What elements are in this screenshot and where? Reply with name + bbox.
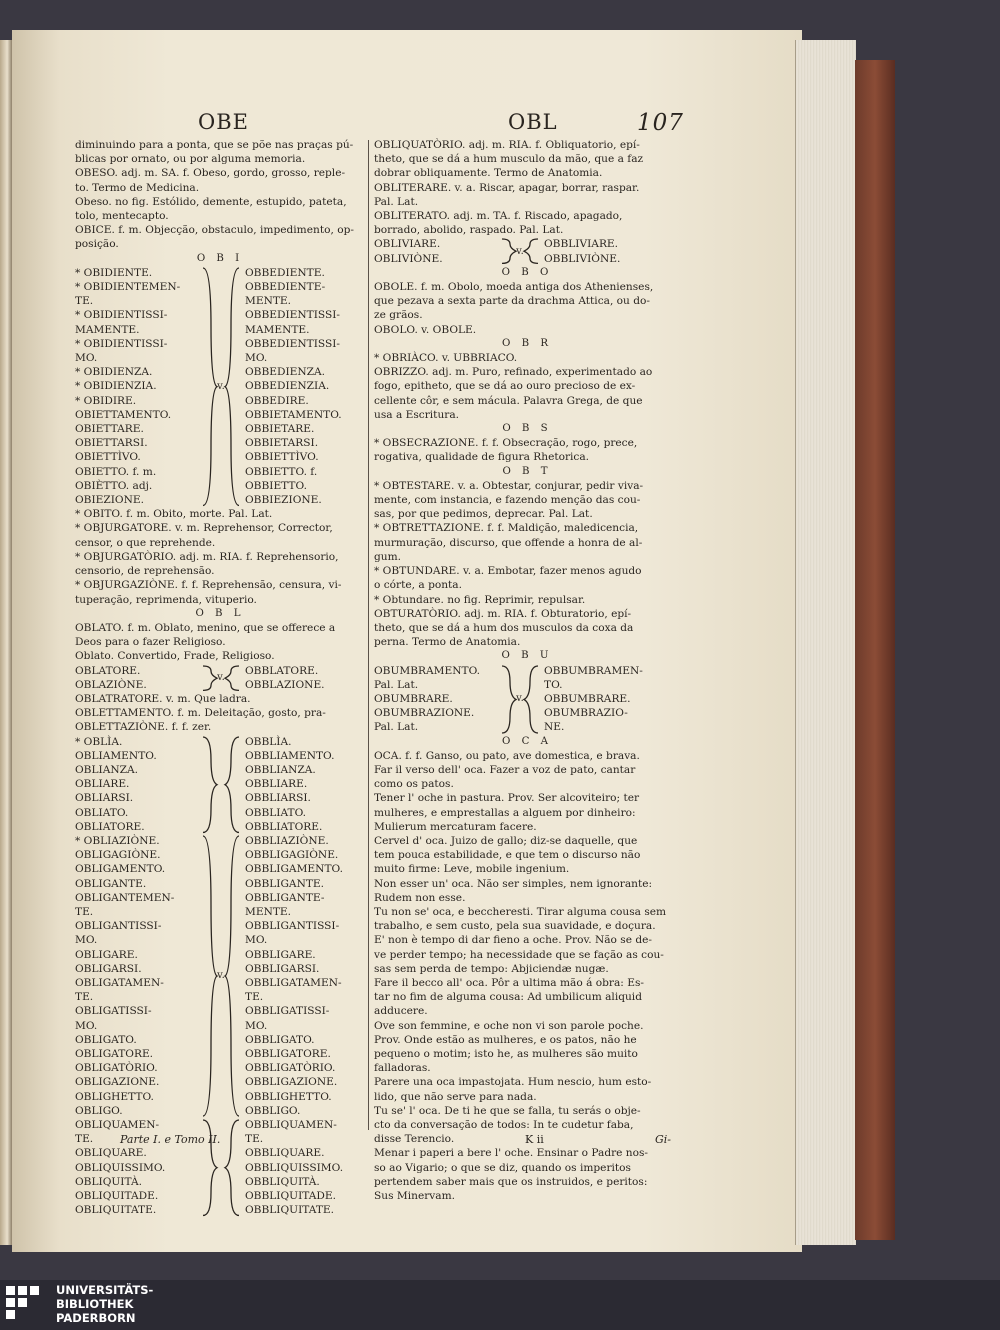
library-logo-icon [0,1280,50,1330]
synonym-right [245,735,365,834]
logo-line-2: BIBLIOTHEK [56,1297,134,1311]
entry-line: OBBLIQUARE. [245,1147,325,1160]
variant-mark: v. [217,380,225,392]
entry-line: Menar i paperi a bere l' oche. Ensinar o Padre nos- [374,1147,649,1160]
entry-line: OBBIETTO. [245,479,307,492]
entry-line: OBICE. f. m. Objecção, obstaculo, impedimento, op- [75,224,354,237]
entry-line: OBLIGAGIÒNE. [75,849,161,862]
entry-line: OBLITERATO. adj. m. TA. f. Riscado, apagado, [374,210,623,223]
entry-line: OBBIEZIONE. [245,494,322,507]
synonym-right [245,664,365,692]
entry-line: * OBLIAZIÒNE. [75,834,160,847]
entry-line: OBBEDIENTISSI- [245,337,341,350]
entry-line: posição. [75,238,119,251]
entry-line: OBBLIQUISSIMO. [245,1161,344,1174]
entry-line: * OBJURGATORE. v. m. Reprehensor, Corrector, [75,522,333,535]
section-heading: O B T [502,465,552,477]
entry-line: Sus Minervam. [374,1190,455,1203]
entry-line: * OBIDIENTISSI- [75,309,168,322]
entry-line: OBBLIGATÒRIO. [245,1062,336,1075]
synonym-group [75,834,365,1118]
entry-line: OBLIGANTISSI- [75,920,162,933]
book-cover-edge [855,60,895,1240]
entry-line: E' non è tempo di dar fieno a oche. Prov. Não se de- [374,934,652,947]
entry-line: OBLIGO. [75,1104,123,1117]
entry-line: OBUMBRARE. [374,692,453,705]
synonym-left [75,834,197,1118]
brace-icon [197,735,245,834]
entry-line: OBBLIGATORE. [245,1048,331,1060]
entry-line: OBBLAZIONE. [245,678,325,691]
entry-line: TE. [245,1133,264,1146]
entry-line: MO. [75,352,98,365]
footer-signature: K ii [525,1133,544,1146]
entry-line: OBIETTAMENTO. [75,408,172,421]
entry-line: OBBLIGAZIONE. [245,1076,338,1089]
synonym-group [374,237,680,265]
entry-line: Rudem non esse. [374,891,466,904]
entry-line: OBBLIQUITATE. [245,1204,334,1217]
entry-line: OBBLIGHETTO. [245,1090,332,1103]
entry-line: OBLIGANTEMEN- [75,891,175,904]
synonym-group [75,735,365,834]
entry-line: sas sem perda de tempo: Abjiciendæ nugæ. [374,962,609,975]
entry-line: theto, que se dá a hum dos musculos da coxa da [374,621,634,634]
synonym-left [374,664,496,735]
entry-line: MO. [245,1019,268,1032]
section-heading: O B I [196,252,244,264]
section-heading: O C A [502,735,552,747]
entry-line: OBIÈTTO. adj. [75,479,153,492]
entry-line: OBESO. adj. m. SA. f. Obeso, gordo, grosso, reple- [75,167,346,180]
running-head-left: OBE [198,110,249,134]
entry-line: OBBLIGAMENTO. [245,863,343,876]
entry-line: mente, com instancia, e fazendo menção das cou- [374,494,641,507]
entry-line: OBLIGATO. [75,1033,137,1046]
right-column [374,138,680,1203]
entry-line: Pal. Lat. [374,721,419,734]
section-heading: O B O [501,266,553,278]
entry-line: OBLIGANTE. [75,877,147,890]
entry-line: TE. [245,991,264,1004]
entry-line: TE. [75,991,94,1004]
entry-line: OBLITERARE. v. a. Riscar, apagar, borrar, raspar. [374,181,640,194]
entry-line: * OBLÌA. [75,735,123,748]
synonym-right [544,664,680,735]
left-page-edge [0,40,12,1245]
entry-line: disse Terencio. [374,1133,455,1146]
entry-line: * Obtundare. no fig. Reprimir, repulsar. [374,593,586,606]
synonym-group [75,664,365,692]
entry-line: OBLIVIARE. [374,238,441,251]
entry-line: OBUMBRAMENTO. [374,664,481,677]
entry-line: MO. [75,934,98,947]
entry-line: pequeno o motim; isto he, as mulheres são muito [374,1048,638,1060]
entry-line: falladoras. [374,1062,431,1075]
entry-line: cellente côr, e sem mácula. Palavra Grega, de que [374,394,643,407]
entry-line: cto da conversação de todos: In te cudetur faba, [374,1119,634,1132]
entry-line: OBUMBRAZIONE. [374,707,475,720]
entry-line: tolo, mentecapto. [75,210,169,223]
brace-icon [197,266,245,507]
synonym-group [374,664,680,735]
left-column [75,138,365,1217]
entry-line: OBBLIGO. [245,1104,301,1117]
entry-line: tar no fim de alguma cousa: Ad umbilicum aliquid [374,991,642,1004]
entry-line: mulheres, e emprestallas a alguem por dinheiro: [374,806,636,819]
entry-line: MAMENTE. [245,323,310,336]
entry-line: OBUMBRAZIO- [544,707,628,720]
entry-line: fogo, epitheto, que se dá ao ouro precioso de ex- [374,380,636,393]
synonym-right [544,237,680,265]
entry-line: OBBLIGARSI. [245,962,320,975]
entry-line: Tener l' oche in pastura. Prov. Ser alcoviteiro; ter [374,792,640,805]
entry-line: OBBEDIRE. [245,394,309,407]
entry-line: OBLIATORE. [75,820,145,833]
entry-line: diminuindo para a ponta, que se põe nas praças pú- [75,139,354,151]
entry-line: Oblato. Convertido, Frade, Religioso. [75,650,275,663]
entry-line: usa a Escritura. [374,408,460,421]
section-heading: O B R [502,337,552,349]
entry-line: OBBLIATORE. [245,820,323,833]
entry-line: OBLIQUITADE. [75,1190,159,1203]
running-head-center: OBL [508,110,558,134]
footer-catchword: Gi- [655,1133,672,1146]
synonym-left [75,266,197,507]
entry-line: Ove son femmine, e oche non vi son parole poche. [374,1019,644,1032]
entry-line: OBBEDIENZIA. [245,380,330,393]
entry-line: OBBLIGATAMEN- [245,976,342,989]
synonym-right [245,1118,365,1217]
entry-line: OBBIETARE. [245,423,315,436]
entry-line: como os patos. [374,778,454,791]
entry-line: OBBLIGATISSI- [245,1005,330,1018]
entry-line: OBLIARSI. [75,792,134,805]
entry-line: tem pouca estabilidade, e que tem o discurso não [374,849,641,862]
entry-line: * OBIDIENTEMEN- [75,281,181,294]
synonym-right [245,834,365,1118]
entry-line: Pal. Lat. [374,195,419,208]
entry-line: lido, que não serve para nada. [374,1090,537,1103]
entry-line: OBBLATORE. [245,664,319,677]
entry-line: adducere. [374,1005,428,1018]
entry-line: OBLIQUAMEN- [75,1119,160,1132]
entry-line: OBBLIATO. [245,806,307,819]
entry-line: que pezava a sexta parte da drachma Attica, ou do- [374,295,650,308]
entry-line: OBLIATO. [75,806,129,819]
entry-line: * OBIDIENTISSI- [75,337,168,350]
variant-mark: v. [516,692,524,704]
entry-line: dobrar obliquamente. Termo de Anatomia. [374,167,603,180]
entry-line: * OBIDIENZA. [75,366,153,379]
entry-line: Obeso. no fig. Estólido, demente, estupido, pateta, [75,195,347,208]
entry-line: OBLIANZA. [75,763,138,776]
entry-line: MENTE. [245,905,292,918]
entry-line: OBLATO. f. m. Oblato, menino, que se offerece a [75,621,336,634]
entry-line: * OBIDIENZIA. [75,380,157,393]
entry-line: censorio, de reprehensão. [75,565,215,578]
entry-line: rogativa, qualidade de figura Rhetorica. [374,451,590,464]
library-logo-text [56,1283,153,1325]
synonym-right [245,266,365,507]
entry-line: TO. [544,678,563,691]
entry-line: OBBLIARSI. [245,792,311,805]
entry-line: murmuração, discurso, que offende a honra de al- [374,536,643,549]
entry-line: OBBLIGANTISSI- [245,920,340,933]
variant-mark: v. [217,969,225,981]
entry-line: OBBLIGATO. [245,1033,315,1046]
entry-line: Prov. Onde estão as mulheres, e os patos, não he [374,1033,637,1046]
entry-line: blicas por ornato, ou por alguma memoria. [75,153,306,166]
entry-line: OBLATORE. [75,664,141,677]
entry-line: censor, o que reprehende. [75,536,216,549]
entry-line: * OBIDIENTE. [75,266,153,279]
entry-line: TE. [75,295,94,308]
entry-line: OBLIQUITÀ. [75,1175,142,1188]
brace-icon [496,664,544,735]
entry-line: TE. [75,1133,94,1146]
page-edges [795,40,856,1245]
entry-line: tuperação, reprimenda, vituperio. [75,593,257,606]
entry-line: OBBEDIENTE- [245,281,326,294]
entry-line: ve perder tempo; ha necessidade que se fação as cou- [374,948,664,961]
entry-line: OBBLIQUITÀ. [245,1175,320,1188]
footer-left: Parte I. e Tomo II. [120,1133,221,1146]
variant-mark: v. [516,245,524,257]
entry-line: Cervel d' oca. Juizo de gallo; diz-se daquelle, que [374,834,638,847]
entry-line: Tu se' l' oca. De ti he que se falla, tu serás o obje- [374,1104,641,1117]
entry-line: * OBIDIRE. [75,394,137,407]
entry-line: Fare il becco all' oca. Pôr a ultima mão á obra: Es- [374,976,644,989]
synonym-group [75,266,365,507]
entry-line: OBLAZIÒNE. [75,678,147,691]
entry-line: ze grãos. [374,309,423,322]
column-rule [368,140,369,1130]
entry-line: OBBLIQUITADE. [245,1190,337,1203]
entry-line: OBLIQUITATE. [75,1204,157,1217]
entry-line: so ao Vigario; o que se diz, quando os imperitos [374,1161,631,1174]
entry-line: OBBLIARE. [245,778,308,791]
entry-line: Non esser un' oca. Não ser simples, nem ignorante: [374,877,653,890]
entry-line: MO. [245,352,268,365]
entry-line: pertendem saber mais que os instruidos, e peritos: [374,1175,648,1188]
entry-line: OBTURATÒRIO. adj. m. RIA. f. Obturatorio, epí- [374,607,632,620]
entry-line: OBRIZZO. adj. m. Puro, refinado, experimentado ao [374,366,653,379]
entry-line: * OBTUNDARE. v. a. Embotar, fazer menos agudo [374,565,642,578]
entry-line: OBBUMBRAMEN- [544,664,643,677]
entry-line: borrado, abolido, raspado. Pal. Lat. [374,224,564,237]
entry-line: sas, por que pedimos, deprecar. Pal. Lat. [374,508,593,521]
entry-line: OBBIETAMENTO. [245,408,342,421]
entry-line: theto, que se dá a hum musculo da mão, que a faz [374,153,644,166]
entry-line: Mulierum mercaturam facere. [374,820,537,833]
entry-line: Tu non se' oca, e beccheresti. Tirar alguma cousa sem [374,905,667,918]
entry-line: OBLIGAZIONE. [75,1076,160,1089]
entry-line: OBLIARE. [75,778,130,791]
entry-line: * OBITO. f. m. Obito, morte. Pal. Lat. [75,508,273,521]
synonym-left [75,735,197,834]
entry-line: OBLIQUARE. [75,1147,147,1160]
logo-line-1: UNIVERSITÄTS- [56,1283,154,1297]
entry-line: OBIETTARE. [75,423,144,436]
synonym-left [75,664,197,692]
entry-line: OCA. f. f. Ganso, ou pato, ave domestica, e brava. [374,749,640,762]
entry-line: MO. [245,934,268,947]
entry-line: * OBSECRAZIONE. f. f. Obsecração, rogo, prece, [374,437,638,450]
entry-line: OBBLIQUAMEN- [245,1119,337,1132]
entry-line: gum. [374,550,402,563]
entry-line: OBLATRATORE. v. m. Que ladra. [75,692,251,705]
entry-line: NE. [544,721,565,734]
entry-line: to. Termo de Medicina. [75,181,200,194]
entry-line: OBLIGAMENTO. [75,863,166,876]
entry-line: OBBUMBRARE. [544,692,631,705]
entry-line: OBLIAMENTO. [75,749,157,762]
entry-line: OBBIETTÌVO. [245,451,319,464]
entry-line: trabalho, e sem custo, pela sua suavidade, e doçura. [374,920,656,933]
entry-line: OBIETTÌVO. [75,451,141,464]
entry-line: OBLIQUISSIMO. [75,1161,166,1174]
logo-line-3: PADERBORN [56,1311,136,1325]
entry-line: OBIETTO. f. m. [75,465,157,478]
entry-line: OBBLIVIARE. [544,238,619,251]
entry-line: OBLIGATISSI- [75,1005,152,1018]
entry-line: OBBLIGAGIÒNE. [245,849,339,862]
entry-line: MAMENTE. [75,323,140,336]
entry-line: OBBLIGANTE. [245,877,325,890]
entry-line: OBLIGARSI. [75,962,142,975]
entry-line: * OBRIÀCO. v. UBBRIACO. [374,352,518,365]
brace-icon [197,664,245,692]
entry-line: OBOLO. v. OBOLE. [374,323,477,336]
section-heading: O B U [501,650,553,662]
page-number: 107 [637,110,684,136]
entry-line: OBLIVIÒNE. [374,252,443,265]
entry-line: OBLIGARE. [75,948,138,961]
entry-line: perna. Termo de Anatomia. [374,636,521,649]
section-heading: O B L [195,607,245,619]
entry-line: OBBEDIENZA. [245,366,326,379]
entry-line: OBOLE. f. m. Obolo, moeda antiga dos Athenienses, [374,281,654,294]
section-heading: O B S [502,423,552,435]
entry-line: Pal. Lat. [374,678,419,691]
entry-line: * OBJURGAZIÒNE. f. f. Reprehensão, censura, vi- [75,579,342,592]
brace-icon [197,834,245,1118]
entry-line: * OBTESTARE. v. a. Obtestar, conjurar, pedir viva- [374,479,644,492]
entry-line: OBBIETTO. f. [245,465,318,478]
entry-line: Parere una oca impastojata. Hum nescio, hum esto- [374,1076,652,1089]
entry-line: OBLIGATAMEN- [75,976,164,989]
entry-line: OBLETTAMENTO. f. m. Deleitação, gosto, pra- [75,707,326,720]
entry-line: MO. [75,1019,98,1032]
entry-line: OBIEZIONE. [75,494,144,507]
entry-line: MENTE. [245,295,292,308]
entry-line: OBBLIGANTE- [245,891,325,904]
entry-line: o córte, a ponta. [374,579,462,592]
entry-line: OBBLIVIÒNE. [544,252,621,265]
entry-line: OBBLIAMENTO. [245,749,335,762]
brace-icon [496,237,544,265]
entry-line: OBBLIAZIÒNE. [245,834,329,847]
entry-line: * OBJURGATÒRIO. adj. m. RIA. f. Reprehensorio, [75,550,339,563]
entry-line: OBBLIANZA. [245,763,316,776]
entry-line: OBLIGATÒRIO. [75,1062,158,1075]
entry-line: OBLIQUATÒRIO. adj. m. RIA. f. Obliquatorio, epí- [374,139,640,151]
synonym-left [374,237,496,265]
entry-line: Deos para o fazer Religioso. [75,636,226,649]
variant-mark: v. [217,671,225,683]
entry-line: muito firme: Leve, mobile ingenium. [374,863,570,876]
entry-line: OBIETTARSI. [75,437,148,450]
entry-line: OBBEDIENTISSI- [245,309,341,322]
entry-line: OBBLÌA. [245,735,292,748]
entry-line: OBBEDIENTE. [245,266,325,279]
entry-line: OBBLIGARE. [245,948,316,961]
entry-line: * OBTRETTAZIONE. f. f. Maldição, maledicencia, [374,522,639,535]
entry-line: OBLIGATORE. [75,1048,154,1060]
entry-line: Far il verso dell' oca. Fazer a voz de pato, cantar [374,763,636,776]
entry-line: OBBIETARSI. [245,437,319,450]
entry-line: TE. [75,905,94,918]
entry-line: OBLETTAZIÒNE. f. f. zer. [75,721,212,734]
entry-line: OBLIGHETTO. [75,1090,154,1103]
